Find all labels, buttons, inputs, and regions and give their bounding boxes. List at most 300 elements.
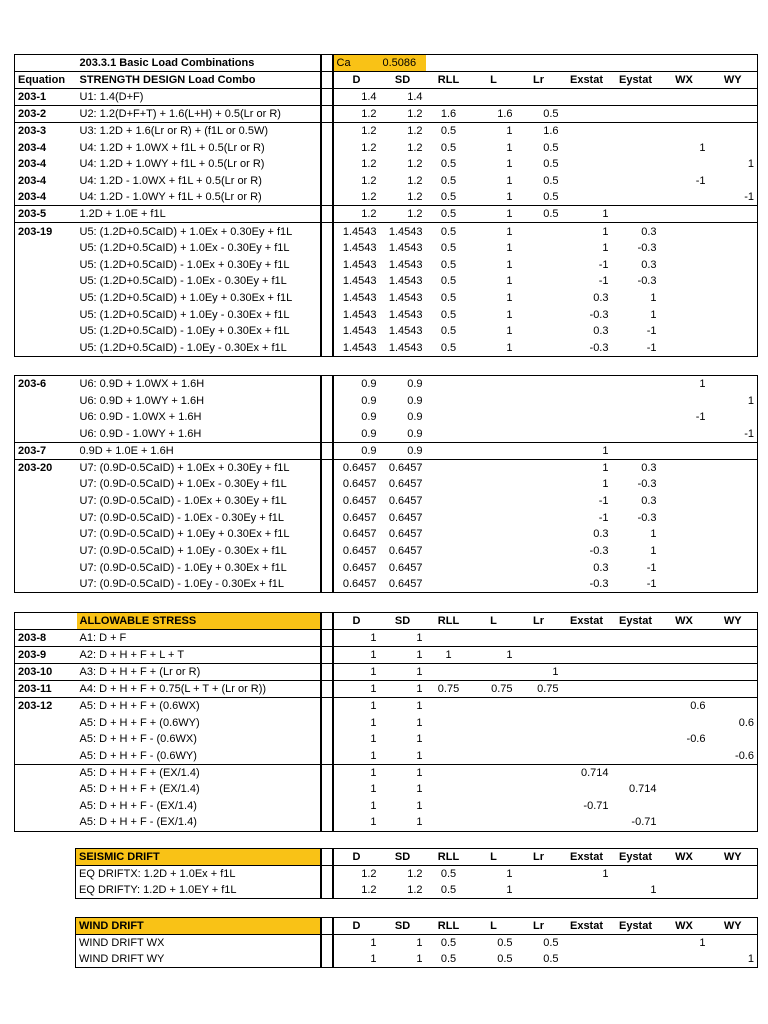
seismic-header-row [76, 849, 758, 866]
wx-value: 1 [699, 937, 706, 950]
sd-value: 0.6457 [388, 478, 423, 491]
lr-value [516, 781, 562, 798]
table-row [15, 106, 758, 123]
exstat-value [562, 698, 612, 715]
table-row [15, 526, 758, 543]
wy-value [709, 139, 758, 156]
eystat-value [612, 156, 660, 173]
combo-label: U5: (1.2D+0.5CaID) - 1.0Ey - 0.30Ex + f1L [77, 340, 321, 357]
sd-value: 1.2 [380, 882, 426, 899]
col-l: L [472, 849, 516, 866]
col-lr: Lr [516, 849, 562, 866]
d-value: 1 [333, 664, 380, 681]
sd-value: 1.4543 [388, 275, 423, 288]
l-value: 1 [472, 882, 516, 899]
col-sd: SD [380, 72, 426, 89]
d-value: 0.6457 [333, 576, 380, 593]
eystat-value: 0.3 [641, 258, 657, 271]
equation-code: 203-3 [15, 123, 77, 140]
wx-value [660, 223, 709, 240]
lr-value [516, 223, 562, 240]
col-sd: SD [380, 918, 426, 935]
table-row [15, 426, 758, 443]
l-value: 1 [506, 191, 513, 204]
combo-label: A5: D + H + F - (EX/1.4) [79, 799, 197, 812]
wx-value [660, 814, 709, 831]
sd-value: 1.4 [407, 91, 423, 103]
equation-code [15, 526, 77, 543]
col-exstat: Exstat [562, 72, 612, 89]
l-value [472, 630, 516, 647]
exstat-value: 0.3 [593, 325, 609, 338]
equation-code: 203-12 [15, 698, 77, 715]
equation-code [15, 576, 77, 593]
sd-value: 1.2 [407, 141, 423, 154]
wy-value [709, 559, 758, 576]
sd-value: 1.2 [407, 191, 423, 204]
allowable-header-row [15, 613, 758, 630]
wx-value [660, 630, 709, 647]
wx-value [660, 798, 709, 815]
rll-value [426, 493, 472, 510]
wx-value [660, 576, 709, 593]
wx-value [660, 781, 709, 798]
wy-value [709, 290, 758, 307]
equation-code: 203-4 [15, 189, 77, 206]
l-value: 1 [506, 325, 513, 338]
sd-value: 1 [416, 799, 423, 812]
equation-code [15, 543, 77, 560]
col-wy: WY [709, 72, 758, 89]
equation-code: 203-6 [15, 376, 77, 393]
eystat-value: 1 [650, 528, 657, 541]
l-value: 1 [506, 141, 513, 154]
wy-value [709, 376, 758, 393]
col-lr: Lr [516, 613, 562, 630]
combo-label: U7: (0.9D-0.5CaID) - 1.0Ey + 0.30Ex + f1L [79, 561, 287, 574]
sd-value: 1 [380, 764, 426, 781]
rll-value [426, 576, 472, 593]
wind-header-row [76, 918, 758, 935]
exstat-value [562, 951, 612, 968]
sd-value: 1.2 [380, 106, 426, 123]
wx-value: 1 [699, 141, 706, 154]
combo-label: U5: (1.2D+0.5CaID) - 1.0Ex + 0.30Ey + f1L [79, 258, 290, 271]
exstat-value [562, 189, 612, 206]
d-value: 1.4543 [333, 223, 380, 240]
table-row [76, 951, 758, 968]
wx-value: 1 [660, 376, 709, 393]
wy-value [709, 814, 758, 831]
lr-value [516, 630, 562, 647]
rll-value: 0.5 [440, 158, 457, 171]
table-row [15, 731, 758, 748]
equation-code [15, 290, 77, 307]
lr-value: 1.6 [516, 123, 562, 140]
equation-code [15, 493, 77, 510]
sd-value: 0.6457 [388, 511, 423, 524]
l-value [472, 781, 516, 798]
rll-value [426, 526, 472, 543]
d-value: 0.6457 [342, 561, 377, 574]
table-row [15, 559, 758, 576]
combo-label: A3: D + H + F + (Lr or R) [77, 664, 321, 681]
l-value: 1 [506, 292, 513, 305]
lr-value [516, 290, 562, 307]
wy-value [709, 781, 758, 798]
l-value [472, 442, 516, 459]
l-value [472, 493, 516, 510]
wy-value [709, 306, 758, 323]
sd-value: 1 [416, 716, 423, 729]
d-value: 1.4543 [342, 275, 377, 288]
exstat-value [562, 156, 612, 173]
strength-design-table [14, 54, 758, 357]
equation-code [15, 748, 77, 765]
exstat-value: -0.71 [583, 799, 609, 812]
l-value [472, 526, 516, 543]
rll-value [426, 409, 472, 426]
col-l: L [472, 918, 516, 935]
exstat-value [562, 106, 612, 123]
section-title: 203.3.1 Basic Load Combinations [77, 55, 321, 72]
combo-label: EQ DRIFTX: 1.2D + 1.0Ex + f1L [76, 866, 321, 883]
sd-value: 1 [380, 698, 426, 715]
wx-value [660, 459, 709, 476]
col-l: L [472, 72, 516, 89]
combo-label: U4: 1.2D - 1.0WY + f1L + 0.5(Lr or R) [79, 191, 262, 204]
combo-label: U3: 1.2D + 1.6(Lr or R) + (f1L or 0.5W) [77, 123, 321, 140]
eystat-value [612, 664, 660, 681]
rll-value [426, 509, 472, 526]
combo-label: U7: (0.9D-0.5CaID) + 1.0Ey - 0.30Ex + f1L [79, 545, 287, 558]
lr-value [516, 543, 562, 560]
combo-label: A5: D + H + F + (0.6WY) [79, 716, 200, 729]
l-value [472, 459, 516, 476]
eystat-value: -0.3 [637, 511, 657, 524]
d-value: 1.4543 [342, 258, 377, 271]
combo-label: A5: D + H + F - (0.6WX) [79, 733, 197, 746]
l-value [472, 89, 516, 106]
eystat-value [612, 731, 660, 748]
equation-code [15, 273, 77, 290]
l-value: 1 [506, 275, 513, 288]
wx-value [660, 442, 709, 459]
table-row [15, 781, 758, 798]
rll-value [426, 459, 472, 476]
wx-value: -1 [695, 411, 706, 424]
wx-value [660, 323, 709, 340]
wy-value [709, 123, 758, 140]
equation-code: 203-2 [15, 106, 77, 123]
eystat-value [612, 681, 660, 698]
rll-value: 0.5 [440, 275, 457, 288]
col-eystat: Eystat [612, 918, 660, 935]
sd-value: 1 [416, 937, 423, 950]
l-value: 0.75 [472, 681, 516, 698]
equation-header: Equation [15, 72, 77, 89]
sd-value: 0.9 [407, 411, 423, 424]
eystat-value [612, 376, 660, 393]
exstat-value [562, 630, 612, 647]
wy-value [709, 647, 758, 664]
sd-value: 1.4543 [388, 258, 423, 271]
l-value [472, 731, 516, 748]
wy-value [709, 731, 758, 748]
d-value: 1.2 [361, 158, 377, 171]
lr-value: 0.5 [516, 106, 562, 123]
wx-value [660, 256, 709, 273]
wy-value [709, 576, 758, 593]
equation-code: 203-9 [15, 647, 77, 664]
exstat-value: 0.3 [593, 528, 609, 541]
rll-value: 0.5 [440, 191, 457, 204]
exstat-value [562, 681, 612, 698]
exstat-value [562, 409, 612, 426]
col-sd: SD [380, 613, 426, 630]
col-wy: WY [709, 613, 758, 630]
equation-code [15, 306, 77, 323]
eystat-value: 0.3 [641, 494, 657, 507]
d-value: 1.4543 [342, 241, 377, 254]
combo-label: A5: D + H + F + (EX/1.4) [79, 783, 200, 796]
equation-code: 203-5 [15, 206, 77, 223]
exstat-value: 1 [602, 868, 609, 881]
combo-label: 1.2D + 1.0E + f1L [77, 206, 321, 223]
exstat-value [562, 139, 612, 156]
l-value [472, 392, 516, 409]
lr-value [516, 526, 562, 543]
wy-value [709, 866, 758, 883]
table-row [15, 89, 758, 106]
equation-code [15, 392, 77, 409]
table-row [15, 493, 758, 510]
rll-value [426, 376, 472, 393]
l-value: 1 [472, 123, 516, 140]
d-value: 1 [333, 814, 380, 831]
rll-value: 0.75 [426, 681, 472, 698]
exstat-value: -0.3 [562, 340, 612, 357]
equation-code: 203-4 [15, 173, 77, 190]
combo-label: WIND DRIFT WY [76, 951, 321, 968]
eystat-value [612, 935, 660, 952]
exstat-value: -0.3 [589, 308, 609, 321]
exstat-value: -1 [598, 258, 609, 271]
rll-value: 0.5 [440, 937, 457, 950]
d-value: 1.4543 [342, 308, 377, 321]
table-row [15, 240, 758, 257]
wx-value [660, 273, 709, 290]
sd-value: 1 [416, 632, 423, 644]
section-title-row [15, 55, 758, 72]
col-l: L [472, 613, 516, 630]
l-value: 1 [506, 241, 513, 254]
equation-code [15, 731, 77, 748]
equation-code: 203-7 [15, 442, 77, 459]
col-wy: WY [709, 849, 758, 866]
wx-value [660, 509, 709, 526]
l-value: 0.5 [472, 951, 516, 968]
combo-label: U2: 1.2(D+F+T) + 1.6(L+H) + 0.5(Lr or R) [77, 106, 321, 123]
l-value: 1 [506, 158, 513, 171]
exstat-value: 0.3 [593, 292, 609, 305]
lr-value [516, 509, 562, 526]
rll-value: 0.5 [426, 951, 472, 968]
col-sd: SD [380, 849, 426, 866]
l-value [472, 559, 516, 576]
wy-value: -1 [709, 426, 758, 443]
wx-value [660, 123, 709, 140]
wx-value [660, 493, 709, 510]
l-value [472, 376, 516, 393]
combo-label: U7: (0.9D-0.5CaID) - 1.0Ex - 0.30Ey + f1L [79, 511, 285, 524]
rll-value [426, 664, 472, 681]
wy-value [709, 340, 758, 357]
rll-value: 0.5 [440, 325, 457, 338]
exstat-value: 1 [602, 241, 609, 254]
d-value: 1 [370, 733, 377, 746]
eystat-value [612, 89, 660, 106]
wy-value [709, 173, 758, 190]
lr-value [516, 698, 562, 715]
d-value: 0.6457 [342, 494, 377, 507]
l-value [472, 509, 516, 526]
combo-label: U7: (0.9D-0.5CaID) + 1.0Ey + 0.30Ex + f1L [79, 528, 290, 541]
ca-value: 0.5086 [380, 55, 426, 72]
wy-value: 1 [709, 951, 758, 968]
wx-value [660, 476, 709, 493]
sd-value: 1 [380, 664, 426, 681]
exstat-value [562, 376, 612, 393]
eystat-value: -0.3 [637, 275, 657, 288]
combo-label: U4: 1.2D + 1.0WY + f1L + 0.5(Lr or R) [79, 158, 265, 171]
sd-value: 0.6457 [388, 545, 423, 558]
table-row [15, 476, 758, 493]
combo-label: U6: 0.9D + 1.0WY + 1.6H [79, 394, 205, 407]
rll-value [426, 442, 472, 459]
rll-value [426, 426, 472, 443]
eystat-value [612, 123, 660, 140]
d-value: 1.2 [361, 141, 377, 154]
eystat-value [612, 698, 660, 715]
combo-label: U6: 0.9D - 1.0WY + 1.6H [79, 427, 202, 440]
rll-value: 1.6 [426, 106, 472, 123]
wx-value [660, 543, 709, 560]
l-value: 1 [472, 206, 516, 223]
wy-value [709, 476, 758, 493]
table-row [15, 748, 758, 765]
table-row [15, 459, 758, 476]
combo-label: U7: (0.9D-0.5CaID) - 1.0Ey - 0.30Ex + f1L [77, 576, 321, 593]
exstat-value: 1 [562, 459, 612, 476]
col-eystat: Eystat [612, 72, 660, 89]
combo-label: U7: (0.9D-0.5CaID) + 1.0Ex - 0.30Ey + f1L [79, 478, 287, 491]
equation-code: 203-4 [15, 156, 77, 173]
l-value [472, 426, 516, 443]
eystat-value: 0.3 [612, 223, 660, 240]
wy-value [709, 323, 758, 340]
exstat-value [562, 882, 612, 899]
wind-title: WIND DRIFT [76, 918, 321, 935]
equation-code: 203-8 [15, 630, 77, 647]
eystat-value [612, 206, 660, 223]
d-value: 0.6457 [342, 478, 377, 491]
l-value [472, 798, 516, 815]
table-row [15, 442, 758, 459]
equation-code [15, 714, 77, 731]
l-value [472, 409, 516, 426]
equation-code [15, 559, 77, 576]
sd-value: 0.6457 [388, 494, 423, 507]
table-row [15, 798, 758, 815]
rll-value [426, 764, 472, 781]
wx-value [660, 764, 709, 781]
eystat-value [612, 173, 660, 190]
l-value: 1.6 [472, 106, 516, 123]
d-value: 1 [370, 632, 377, 644]
d-value: 0.6457 [333, 459, 380, 476]
table-row [15, 543, 758, 560]
table-row [15, 630, 758, 647]
eystat-value: -1 [612, 576, 660, 593]
col-exstat: Exstat [562, 849, 612, 866]
wy-value [709, 442, 758, 459]
d-value: 1.4543 [342, 325, 377, 338]
table-row [15, 173, 758, 190]
table-row [15, 340, 758, 357]
table-row [15, 814, 758, 831]
sd-value: 1.2 [380, 206, 426, 223]
sd-value: 1.4543 [388, 292, 423, 305]
equation-code [15, 814, 77, 831]
eystat-value [612, 647, 660, 664]
wy-value [709, 935, 758, 952]
rll-value: 0.5 [426, 882, 472, 899]
combo-label: EQ DRIFTY: 1.2D + 1.0EY + f1L [76, 882, 321, 899]
l-value [472, 698, 516, 715]
wy-value [709, 256, 758, 273]
lr-value [516, 731, 562, 748]
equation-code [15, 323, 77, 340]
lr-value [516, 476, 562, 493]
sd-value: 0.9 [380, 442, 426, 459]
lr-value: 1 [516, 664, 562, 681]
sd-value: 1.4543 [380, 340, 426, 357]
rll-value [426, 814, 472, 831]
equation-code [15, 340, 77, 357]
rll-value [426, 731, 472, 748]
wx-value: -0.6 [686, 733, 706, 746]
combo-label: U4: 1.2D - 1.0WX + f1L + 0.5(Lr or R) [79, 174, 262, 187]
l-value [472, 814, 516, 831]
equation-code [15, 764, 77, 781]
eystat-value: 1 [650, 308, 657, 321]
seismic-drift-table [75, 848, 758, 899]
rll-value [426, 392, 472, 409]
wy-value [709, 698, 758, 715]
rll-value: 0.5 [440, 292, 457, 305]
sd-value: 0.6457 [388, 528, 423, 541]
rll-value [426, 698, 472, 715]
rll-value: 0.5 [440, 141, 457, 154]
col-d: D [333, 918, 380, 935]
eystat-value [612, 866, 660, 883]
combo-label: A2: D + H + F + L + T [77, 647, 321, 664]
wy-value [709, 681, 758, 698]
combo-label: A1: D + F [79, 632, 127, 644]
exstat-value [562, 392, 612, 409]
equation-code: 203-11 [15, 681, 77, 698]
